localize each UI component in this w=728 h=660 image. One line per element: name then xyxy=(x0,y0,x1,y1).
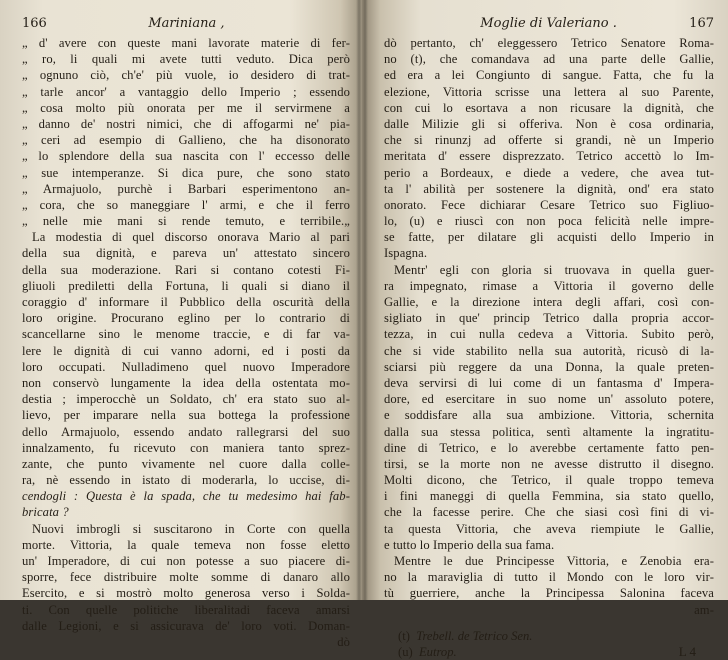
text-line: ta l' abilità per sostenere la dignità, ond' era stato xyxy=(384,181,714,196)
text-line: ra impegnato, rimase a Vittoria il governo delle xyxy=(384,278,714,293)
right-page-number: 167 xyxy=(689,16,714,31)
left-body-text xyxy=(22,35,350,650)
text-line: „ nelle mie mani si rende temuto, e terribile.„ xyxy=(22,214,350,229)
text-line: „ cora, che so maneggiare l' armi, e che il ferro xyxy=(22,197,350,212)
right-running-title: Moglie di Valeriano . xyxy=(480,16,617,31)
text-line: tirsi, se la morte non ne avesse distrutto il disegno. xyxy=(384,456,714,471)
text-line: dine di Tetrico, e lo averebbe certamente fatto pen- xyxy=(384,440,714,455)
text-line: tezza, in cui nulla cedeva a Vittoria. Subito però, xyxy=(384,327,714,342)
footnote-t xyxy=(384,628,714,644)
text-line: zante, che punto vivamente nel cuore dalla colle- xyxy=(22,456,350,471)
footnote-text: Trebell. de Tetrico Sen. xyxy=(416,628,533,643)
text-line: lere le dignità di cui vanno adorni, ed i posti da xyxy=(22,343,350,358)
right-body-text xyxy=(384,35,714,618)
text-line: dò xyxy=(337,634,350,649)
text-line: loro occupati. Nulladimeno quel nuovo Imperadore xyxy=(22,359,350,374)
footnote-mark: (t) xyxy=(398,628,410,643)
text-line: sporre, fece distribuire molte somme di danaro allo xyxy=(22,570,350,585)
text-line: ed era a lei Congiunto di sangue. Fatta, che fu la xyxy=(384,68,714,83)
text-line: con cui lo esortava a non ricusare la dignità, che xyxy=(384,100,714,115)
text-line: „ Armajuolo, purchè i Barbari esperimentono an- xyxy=(22,181,350,196)
text-line: Mentr' egli con gloria si truovava in quella guer- xyxy=(394,262,714,277)
text-line: della sua moderazione. Rari si contano cotesti Fi- xyxy=(22,262,350,277)
right-running-head xyxy=(384,16,714,32)
signature-mark: L 4 xyxy=(678,643,696,659)
text-line: Molti dicono, che Tetrico, il quale troppo temeva xyxy=(384,473,714,488)
text-line: coraggio d' informare il Pubblico della oscurità della xyxy=(22,295,350,309)
text-line: „ danno de' nostri nimici, che di affogarmi ne' pia- xyxy=(22,116,350,131)
text-line: un' Imperadore, di cui non potesse a suo piacere di- xyxy=(22,554,350,569)
left-page xyxy=(0,0,362,649)
text-line: deva servirsi di lui come di un fantasma d' Impera- xyxy=(384,375,714,390)
text-line: „ ro, li quali mi avete tutti veduto. Dica però xyxy=(22,52,350,67)
footnote-text: Eutrop. xyxy=(418,644,457,659)
text-line: ra, nè essendo in istato di moderarla, lo uccise, di- xyxy=(22,473,350,488)
text-line: elezione, Vittoria scrisse una lettera al suo Parente, xyxy=(384,84,714,99)
text-line: dò pertanto, ch' eleggessero Tetrico Senatore Roma- xyxy=(384,36,714,50)
text-line: ta questa Vittoria, che aveva riempiute le Gallie, xyxy=(384,521,714,536)
text-line: Gallie, e la direzione intera degli affari, così con- xyxy=(384,295,714,310)
text-line: „ lo splendore della sua nascita con l' eccesso delle xyxy=(22,149,350,164)
text-line: no la maraviglia di tutto il Mondo con le loro vir- xyxy=(384,570,714,585)
text-line: lo, (u) e riuscì con non poca felicità nelle impre- xyxy=(384,214,714,229)
footnote-mark: (u) xyxy=(398,644,413,659)
text-line: dalla sua stessa politica, sentì altamente la ingratitu- xyxy=(384,424,714,439)
text-line: „ cosa molto più onorata per me il servirmene a xyxy=(22,100,350,115)
text-line: se fatte, per dilatare gli acquisti dello Imperio in xyxy=(384,230,714,245)
footnote-u xyxy=(384,644,714,660)
text-line: no (t), che comandava ad una parte delle Gallie, xyxy=(384,52,714,67)
text-line: La modestia di quel discorso onorava Mario al pari xyxy=(32,230,350,245)
text-line: dore, ed esercitare in suo nome un' assoluto potere, xyxy=(384,392,714,407)
text-line: e tutto lo Imperio della sua fama. xyxy=(384,537,555,552)
text-line: dello Armajuolo, essendo andato rallegrarsi del suo xyxy=(22,424,350,439)
left-running-head xyxy=(22,16,350,32)
text-line: loro origine. Procurano eglino per lo contrario di xyxy=(22,311,350,326)
text-line: Ispagna. xyxy=(384,246,428,261)
text-line: lievo, per imparare nella sua bottega la professione xyxy=(22,408,350,423)
text-line: gliuoli prediletti della Fortuna, li quali si diano il xyxy=(22,278,350,293)
text-line: Esercito, e si mostrò molto generosa verso i Solda- xyxy=(22,586,350,601)
text-line: tù guerriere, anche la Principessa Salonina faceva xyxy=(384,586,714,601)
text-line: innalzamento, fu ricevuto con maniera tanto sprez- xyxy=(22,440,350,455)
text-line: am- xyxy=(694,602,714,617)
text-line: che la facesse perire. Che che siasi così fini di vi- xyxy=(384,505,714,520)
text-line: sigliato in que' princip Tetrico dalla propria accor- xyxy=(384,311,714,326)
text-line: ti. Con quelle politiche liberalitadi faceva amarsi xyxy=(22,602,350,617)
text-line: Mentre le due Principesse Vittoria, e Zenobia era- xyxy=(394,554,714,569)
text-line: scancellarne sino le menome traccie, e di far va- xyxy=(22,327,350,342)
text-line: perio a Bordeaux, e diede a vedere, che avea tut- xyxy=(384,165,714,180)
text-line: non conservò lungamente la idea della ostentata mo- xyxy=(22,375,350,390)
text-line: „ sue intemperanze. Si dica pure, che sono stato xyxy=(22,165,350,180)
text-line: bricata ? xyxy=(22,505,69,520)
text-line: „ tarle ancor' a vantaggio dello Imperio ; essendo xyxy=(22,84,350,99)
text-line: che si rinunzj ad offerte si grandi, nè un Imperio xyxy=(384,133,714,148)
left-running-title: Mariniana , xyxy=(148,16,225,31)
text-line: sciarsi più reggere da una Donna, la quale preten- xyxy=(384,359,714,374)
left-page-number: 166 xyxy=(22,16,47,31)
gutter-shadow-right xyxy=(362,0,368,600)
text-line: i fini maneggi di quella Femmina, sia stato quello, xyxy=(384,489,714,504)
footnotes xyxy=(384,628,714,660)
text-line: onorato. Fece dichiarar Cesare Tetrico suo Figliuo- xyxy=(384,197,714,212)
text-line: destia ; imperocchè un Soldato, ch' era stato suo al- xyxy=(22,392,350,407)
text-line: „ ceri ad esempio di Gallieno, che ha disonorato xyxy=(22,133,350,148)
text-line: dalle Legioni, e si assicurava de' loro voti. Doman- xyxy=(22,618,350,633)
text-line: „ d' avere con queste mani lavorate materie di fer- xyxy=(22,36,350,50)
text-line: che si vide stabilito nella sua autorità, ricusò di la- xyxy=(384,343,714,358)
text-line: e soddisfare alla sua ambizione. Vittoria, schernita xyxy=(384,408,714,423)
text-line: dalle Milizie gli si offeriva. Non è cosa ordinaria, xyxy=(384,116,714,131)
text-line: morte. Vittoria, la quale temeva non fosse eletto xyxy=(22,537,350,552)
right-page xyxy=(362,0,728,659)
text-line: cendogli : Questa è la spada, che tu medesimo hai fab- xyxy=(22,489,350,504)
text-line: Nuovi imbrogli si suscitarono in Corte con quella xyxy=(32,521,350,536)
text-line: „ ognuno ciò, ch'e' più vuole, io desidero di trat- xyxy=(22,68,350,83)
text-line: della sua dignità, e pareva un' attestato sincero xyxy=(22,246,350,261)
text-line: meritata d' essere disprezzato. Tetrico accettò lo Im- xyxy=(384,149,714,164)
